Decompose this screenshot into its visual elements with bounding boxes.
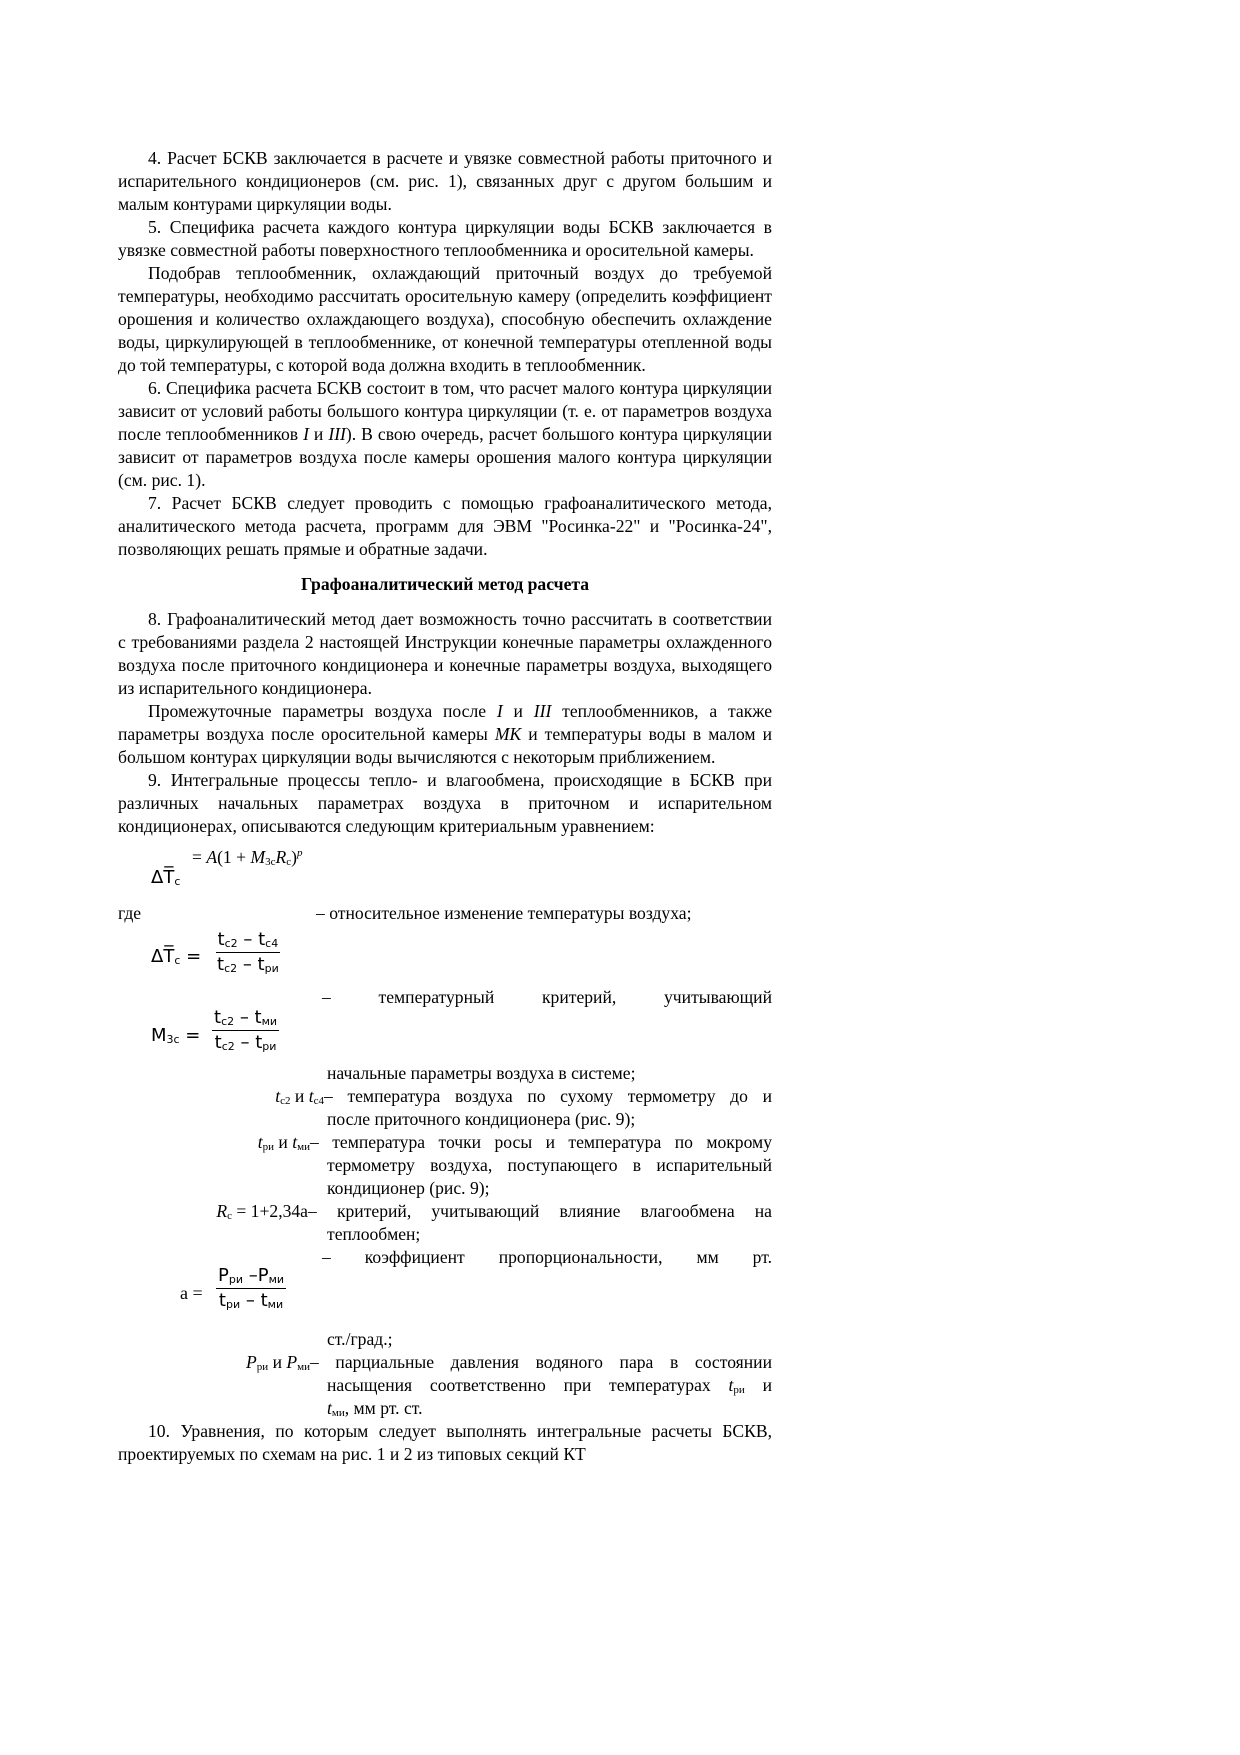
m-description-2: начальные параметры воздуха в системе; — [327, 1063, 636, 1083]
document-page: 4. Расчет БСКВ заключается в расчете и увязке совместной работы приточного и испарительного кондиционеров (см. рис. 1), связанных друг с другом большим и малым контурами циркуляции воды. 5. Специфика расчета каждого контура циркуляции воды БСКВ заключается в увязке совместной работы поверхностного теплообменника и оросительной камеры. Подобрав теплообменник, охлаждающий приточный воздух до требуемой температуры, необходимо рассчитать оросительную камеру (определить коэффициент орошения и количество охлаждающего воздуха), способную обеспечить охлаждение воды, циркулирующей в теплообменнике, от конечной температуры отепленной воды до той температуры, с которой вода должна входить в теплообменник. 6. Специфика расчета БСКВ состоит в том, что расчет малого контура циркуляции зависит от условий работы большого контура циркуляции (т. е. от параметров воздуха после теплообменников I и III). В свою очередь, расчет большого контура циркуляции зависит от параметров воздуха после камеры орошения малого контура циркуляции (см. рис. 1). 7. Расчет БСКВ следует проводить с помощью графоаналитического метода, аналитического метода расчета, программ для ЭВМ "Росинка-22" и "Росинка-24", позволяющих решать прямые и обратные задачи. Графоаналитический метод расчета 8. Графоаналитический метод дает возможность точно рассчитать в соответствии с требованиями раздела 2 настоящей Инструкции конечные параметры охлажденного воздуха после приточного кондиционера и конечные параметры воздуха, выходящего из испарительного кондиционера. Промежуточные параметры воздуха после I и III теплообменников, а также параметры воздуха после оросительной камеры МК и температуры воды в малом и большом контурах циркуляции воды вычисляются с некоторым приближением. 9. Интегральные процессы тепло- и влагообмена, происходящие в БСКВ при различных начальных параметрах воздуха в приточном и испарительном кондиционерах, описываются следующим критериальным уравнением: $\Delta T̅_c$ = $A(1 + M_{3c}R_c)^p$ где – относительное изменение температуры воздуха; $\Delta T̅_c$ = $t_{c2} - t_{c4}$ $t_{c2} - t_{ри}$ – температурный критерий, учитывающий $M_{3c}$ = $t_{c2} - t_{ми}$ $t_{c2} - t_{ри}$ начальные параметры воздуха в системе; $t_{с2}$ и $t_{с4}$ – температура воздуха по сухому термометру до и после приточного кондиционера (рис. 9); $t_{ри}$ и $t_{ми}$ – температура точки росы и температура по мокрому термометру воздуха, поступающего в испарительный кондиционер (рис. 9); $R_с = 1+2,34а$ – критерий, учитывающий влияние влагообмена на теплообмен; – коэффициент пропорциональности, мм рт. а = $P_{ри}$ $-P_{ми}$ $t_{ри} - t_{ми}$ ст./град.; $P_{ри}$ и $P_{ми}$ – парциальные давления водяного пара в состоянии насыщения соответственно при температурах $t_{ри}$ и $t_{ми}$, мм рт. ст. 10. Уравнения, по которым следует выполнять интегральные расчеты БСКВ, проектируемых по схемам на рис. 1 и 2 из типовых секций КТ — [118, 148, 773, 1464]
m-fraction: $t_{c2} - t_{ми}$ $t_{c2} - t_{ри}$ — [214, 1007, 278, 1053]
paragraph-9: 9. Интегральные процессы тепло- и влагообмена, происходящие в БСКВ при различных начальных параметрах воздуха в приточном и испарительном кондиционерах, описываются следующим критериальным уравнением: — [118, 770, 772, 836]
paragraph-5: 5. Специфика расчета каждого контура циркуляции воды БСКВ заключается в увязке совместной работы поверхностного теплообменника и оросительной камеры. — [118, 217, 772, 260]
delta-formula: $\Delta T̅_c$ = $t_{c2} - t_{c4}$ $t_{c2} - t_{ри}$ — [151, 929, 279, 975]
a-fraction: $P_{ри}$ $-P_{ми}$ $t_{ри} - t_{ми}$ — [218, 1265, 285, 1311]
where-row — [118, 902, 772, 926]
p-definition: $P_{ри}$ и $P_{ми}$ – парциальные давления водяного пара в состоянии — [246, 1352, 772, 1373]
delta-fraction: $t_{c2} - t_{c4}$ $t_{c2} - t_{ри}$ — [217, 929, 279, 975]
paragraph-10: 10. Уравнения, по которым следует выполнять интегральные расчеты БСКВ, проектируемых по схемам на рис. 1 и 2 из типовых секций КТ — [118, 1421, 772, 1464]
delta-description: – относительное изменение температуры воздуха; — [316, 903, 692, 923]
a-description: – коэффициент пропорциональности, мм рт. — [322, 1247, 772, 1267]
rc-definition: $R_с = 1+2,34а$ – критерий, учитывающий влияние влагообмена на — [216, 1201, 772, 1222]
main-formula — [118, 844, 772, 892]
a-description-2: ст./град.; — [327, 1329, 393, 1349]
m-criterion: – температурный критерий, учитывающий $M_{3c}$ = $t_{c2} - t_{ми}$ $t_{c2} - t_{ри}$ — [151, 987, 772, 1053]
tc-definition: $t_{с2}$ и $t_{с4}$ – температура воздуха по сухому термометру до и — [275, 1086, 772, 1107]
a-coefficient: – коэффициент пропорциональности, мм рт. а = $P_{ри}$ $-P_{ми}$ $t_{ри} - t_{ми}$ — [180, 1247, 772, 1311]
formula-lhs: $\Delta T̅_c$ — [151, 867, 181, 888]
paragraph-8b: Промежуточные параметры воздуха после I и III теплообменников, а также параметры воздуха после оросительной камеры МК и температуры воды в малом и большом контурах циркуляции воды вычисляются с некоторым приближением. — [118, 701, 772, 767]
paragraph-4: 4. Расчет БСКВ заключается в расчете и увязке совместной работы приточного и испарительного кондиционеров (см. рис. 1), связанных друг с другом большим и малым контурами циркуляции воды. — [118, 148, 772, 214]
m-description: – температурный критерий, учитывающий — [322, 987, 772, 1007]
paragraph-8: 8. Графоаналитический метод дает возможность точно рассчитать в соответствии с требованиями раздела 2 настоящей Инструкции конечные параметры охлажденного воздуха после приточного кондиционера и конечные параметры воздуха, выходящего из испарительного кондиционера. — [118, 609, 772, 698]
where-label: где — [118, 903, 142, 923]
section-heading: Графоаналитический метод расчета — [300, 574, 590, 594]
paragraph-5b: Подобрав теплообменник, охлаждающий приточный воздух до требуемой температуры, необходимо рассчитать оросительную камеру (определить коэффициент орошения и количество охлаждающего воздуха), способную обеспечить охлаждение воды, циркулирующей в теплообменнике, от конечной температуры отепленной воды до той температуры, с которой вода должна входить в теплообменник. — [118, 263, 772, 375]
paragraph-6: 6. Специфика расчета БСКВ состоит в том, что расчет малого контура циркуляции зависит от условий работы большого контура циркуляции (т. е. от параметров воздуха после теплообменников I и III). В свою очередь, расчет большого контура циркуляции зависит от параметров воздуха после камеры орошения малого контура циркуляции (см. рис. 1). — [118, 378, 773, 490]
tr-definition: $t_{ри}$ и $t_{ми}$ – температура точки росы и температура по мокрому — [257, 1132, 772, 1153]
formula-rhs: = $A(1 + M_{3c}R_c)^p$ — [192, 847, 303, 868]
paragraph-7: 7. Расчет БСКВ следует проводить с помощью графоаналитического метода, аналитического метода расчета, программ для ЭВМ "Росинка-22" и "Росинка-24", позволяющих решать прямые и обратные задачи. — [118, 493, 772, 559]
